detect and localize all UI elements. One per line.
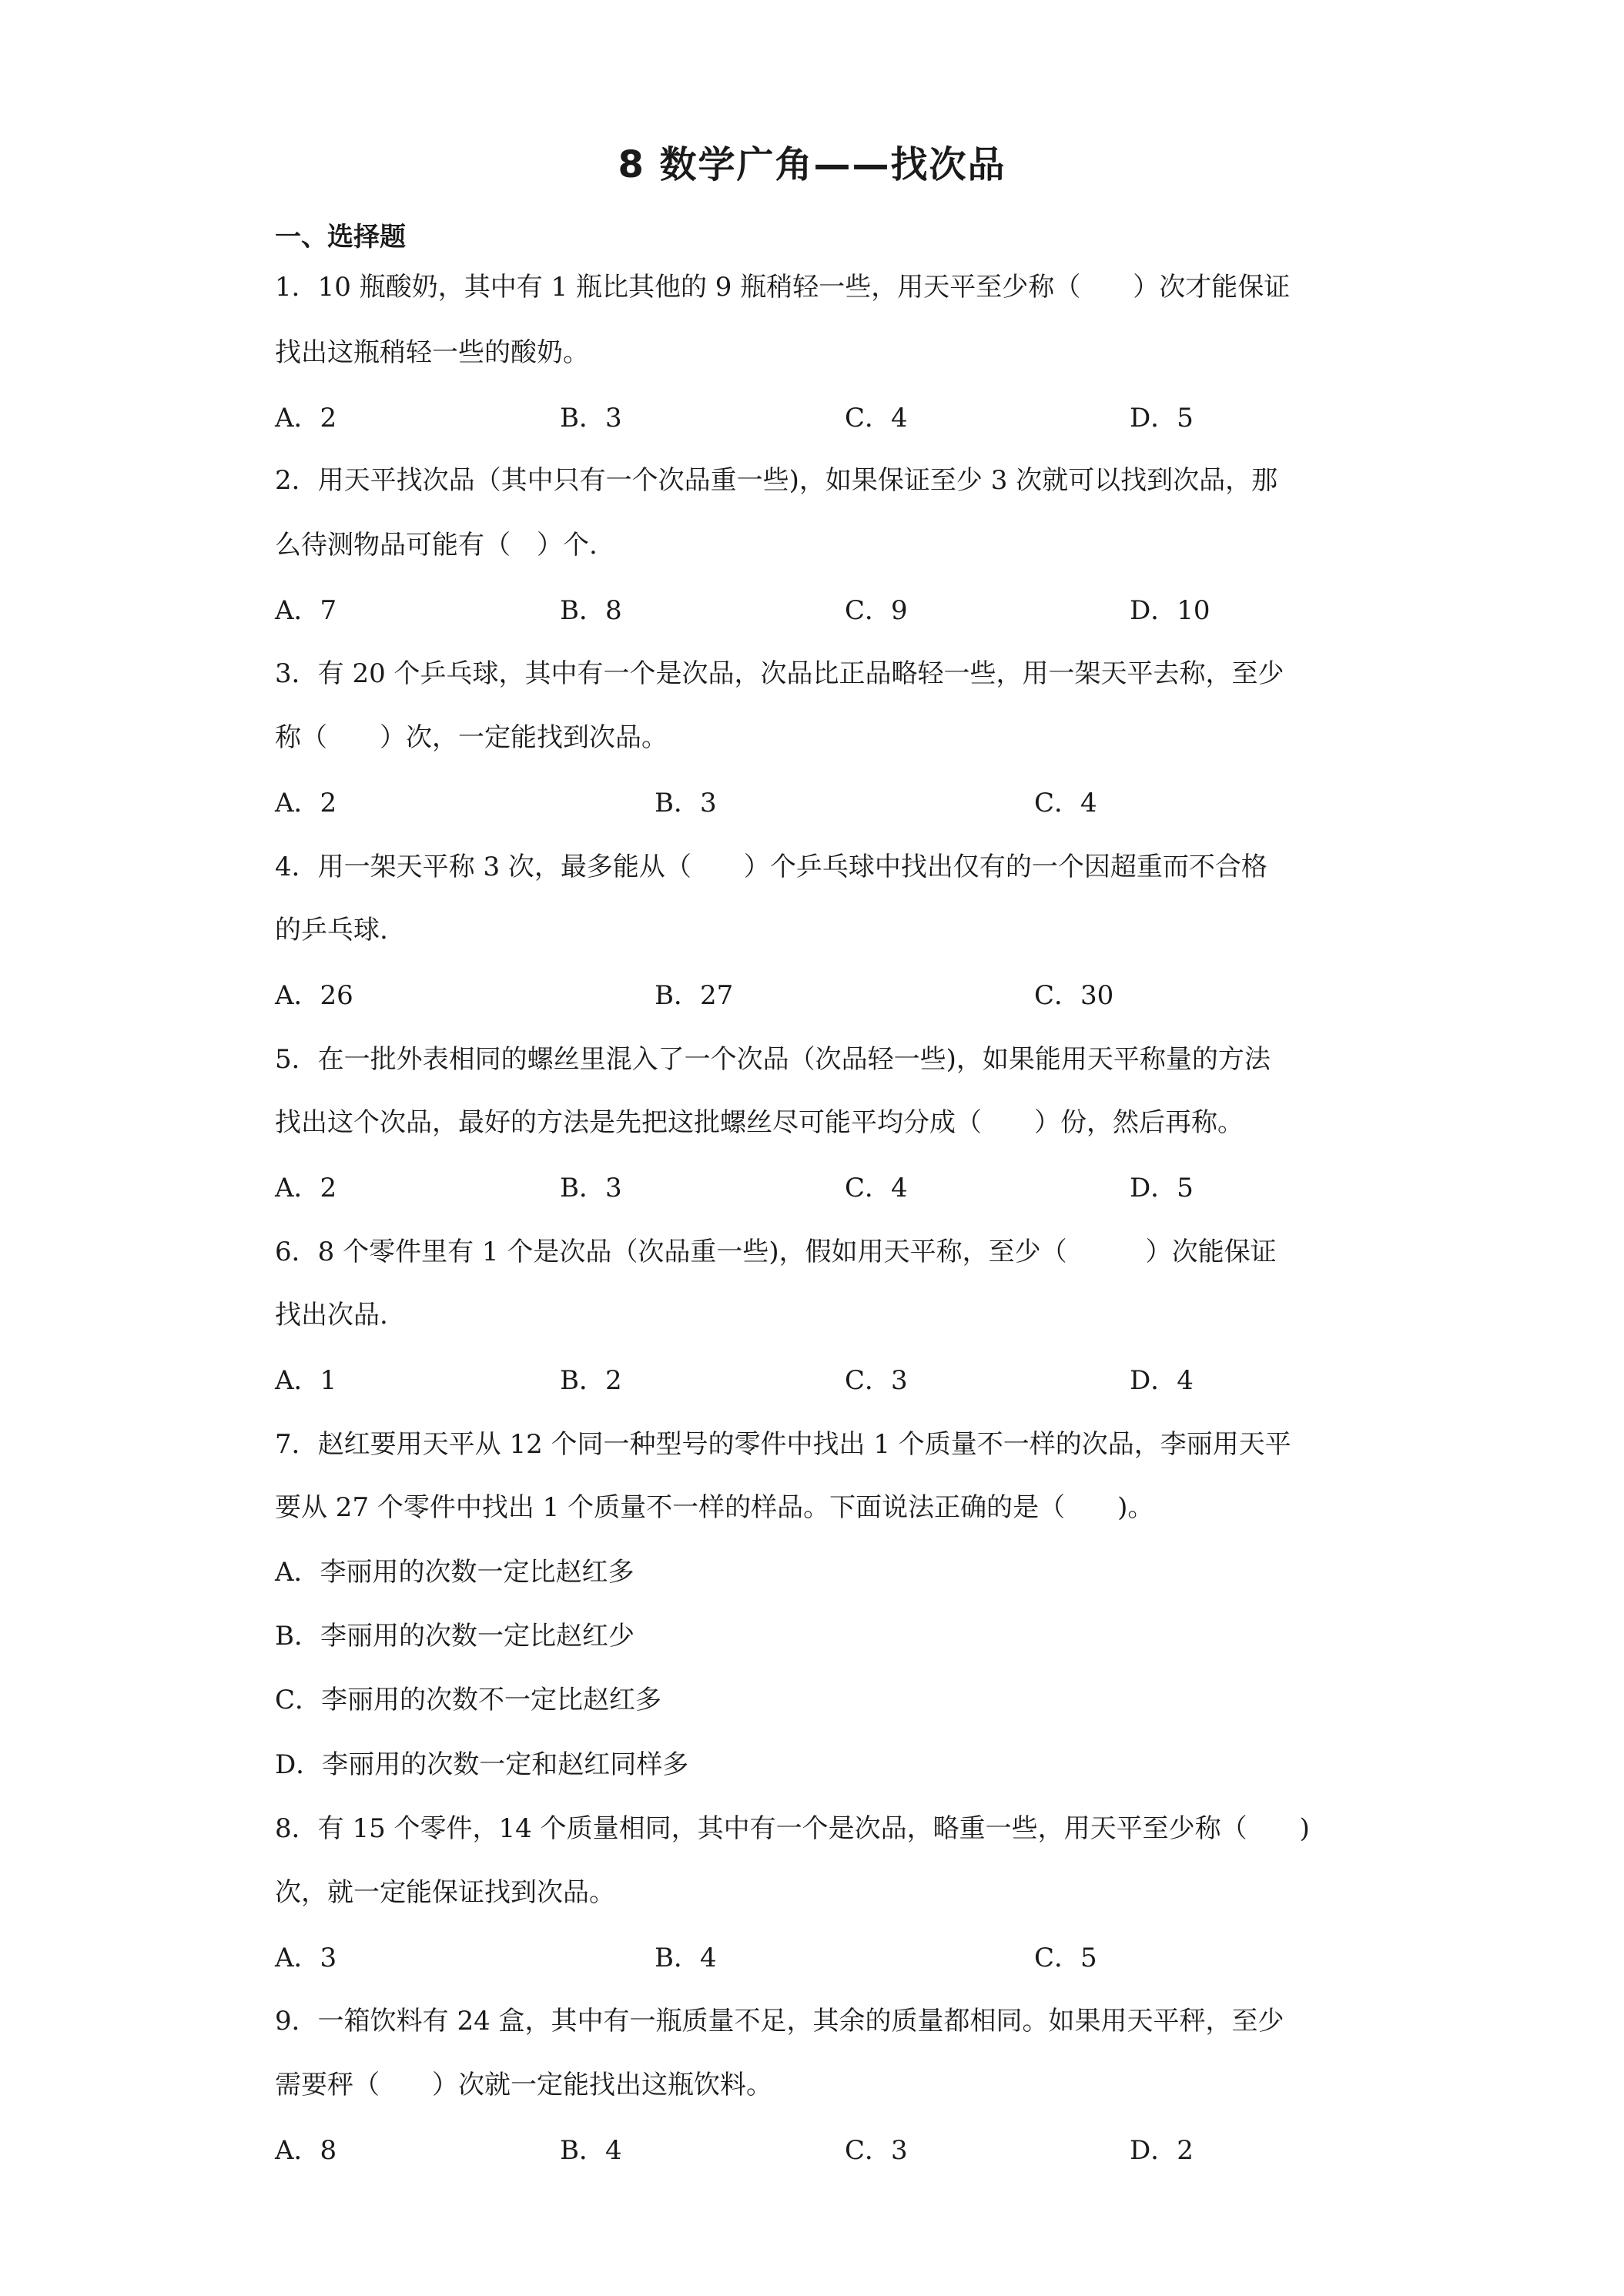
question-1-line-1: 1．10 瓶酸奶，其中有 1 瓶比其他的 9 瓶稍轻一些，用天平至少称（ ）次才能保证 [275,272,1291,303]
page-title: 8 数学广角——找次品 [618,143,1006,186]
question-4-option-b: B．27 [655,980,734,1011]
question-6-line-2: 找出次品. [275,1300,388,1330]
question-9-option-d: D．2 [1130,2135,1194,2166]
question-8-option-b: B．4 [655,1943,717,1973]
question-3-line-1: 3．有 20 个乒乓球，其中有一个是次品，次品比正品略轻一些，用一架天平去称，至少 [275,658,1284,689]
question-6-option-d: D．4 [1130,1365,1194,1396]
question-1-option-c: C．4 [845,403,908,433]
question-9-option-c: C．3 [845,2135,908,2166]
question-4-option-a: A．26 [275,980,353,1011]
question-2-line-2: 么待测物品可能有（ ）个. [275,530,598,561]
question-8-option-a: A．3 [275,1943,337,1973]
question-5-option-c: C．4 [845,1173,908,1203]
question-7-option-a: A．李丽用的次数一定比赵红多 [275,1557,635,1588]
question-5-line-1: 5．在一批外表相同的螺丝里混入了一个次品（次品轻一些)，如果能用天平称量的方法 [275,1044,1271,1075]
question-1-option-d: D．5 [1130,403,1194,433]
question-9-option-b: B．4 [560,2135,622,2166]
question-2-option-c: C．9 [845,595,908,626]
question-6-line-1: 6．8 个零件里有 1 个是次品（次品重一些)，假如用天平称，至少（ ）次能保证 [275,1237,1277,1267]
question-8-line-2: 次，就一定能保证找到次品。 [275,1877,615,1908]
question-1-option-a: A．2 [275,403,337,433]
question-2-option-d: D．10 [1130,595,1210,626]
question-7-option-b: B．李丽用的次数一定比赵红少 [275,1621,635,1652]
question-1-line-2: 找出这瓶稍轻一些的酸奶。 [275,337,589,368]
question-2-option-b: B．8 [560,595,622,626]
question-6-option-a: A．1 [275,1365,337,1396]
question-6-option-b: B．2 [560,1365,622,1396]
question-8-option-c: C．5 [1034,1943,1097,1973]
question-2-option-a: A．7 [275,595,337,626]
question-3-line-2: 称（ ）次，一定能找到次品。 [275,722,668,753]
question-1-option-b: B．3 [560,403,622,433]
question-5-line-2: 找出这个次品，最好的方法是先把这批螺丝尽可能平均分成（ ）份，然后再称。 [275,1107,1244,1138]
question-3-option-b: B．3 [655,788,717,818]
question-7-line-2: 要从 27 个零件中找出 1 个质量不一样的样品。下面说法正确的是（ )。 [275,1492,1154,1523]
question-9-line-1: 9．一箱饮料有 24 盒，其中有一瓶质量不足，其余的质量都相同。如果用天平秤，至少 [275,2006,1284,2037]
question-7-option-d: D．李丽用的次数一定和赵红同样多 [275,1749,689,1780]
question-3-option-c: C．4 [1034,788,1097,818]
question-5-option-b: B．3 [560,1173,622,1203]
question-5-option-d: D．5 [1130,1173,1194,1203]
question-8-line-1: 8．有 15 个零件，14 个质量相同，其中有一个是次品，略重一些，用天平至少称（ ) [275,1813,1310,1844]
question-4-line-1: 4．用一架天平称 3 次，最多能从（ ）个乒乓球中找出仅有的一个因超重而不合格 [275,852,1267,882]
question-5-option-a: A．2 [275,1173,337,1203]
question-2-line-1: 2．用天平找次品（其中只有一个次品重一些)，如果保证至少 3 次就可以找到次品，那 [275,465,1278,496]
question-6-option-c: C．3 [845,1365,908,1396]
question-9-line-2: 需要秤（ ）次就一定能找出这瓶饮料。 [275,2070,772,2100]
section-heading: 一、选择题 [275,222,406,253]
question-9-option-a: A．8 [275,2135,337,2166]
question-7-option-c: C．李丽用的次数不一定比赵红多 [275,1685,662,1715]
question-4-option-c: C．30 [1034,980,1114,1011]
question-4-line-2: 的乒乓球. [275,915,388,946]
question-7-line-1: 7．赵红要用天平从 12 个同一种型号的零件中找出 1 个质量不一样的次品，李丽用天平 [275,1429,1291,1460]
question-3-option-a: A．2 [275,788,337,818]
